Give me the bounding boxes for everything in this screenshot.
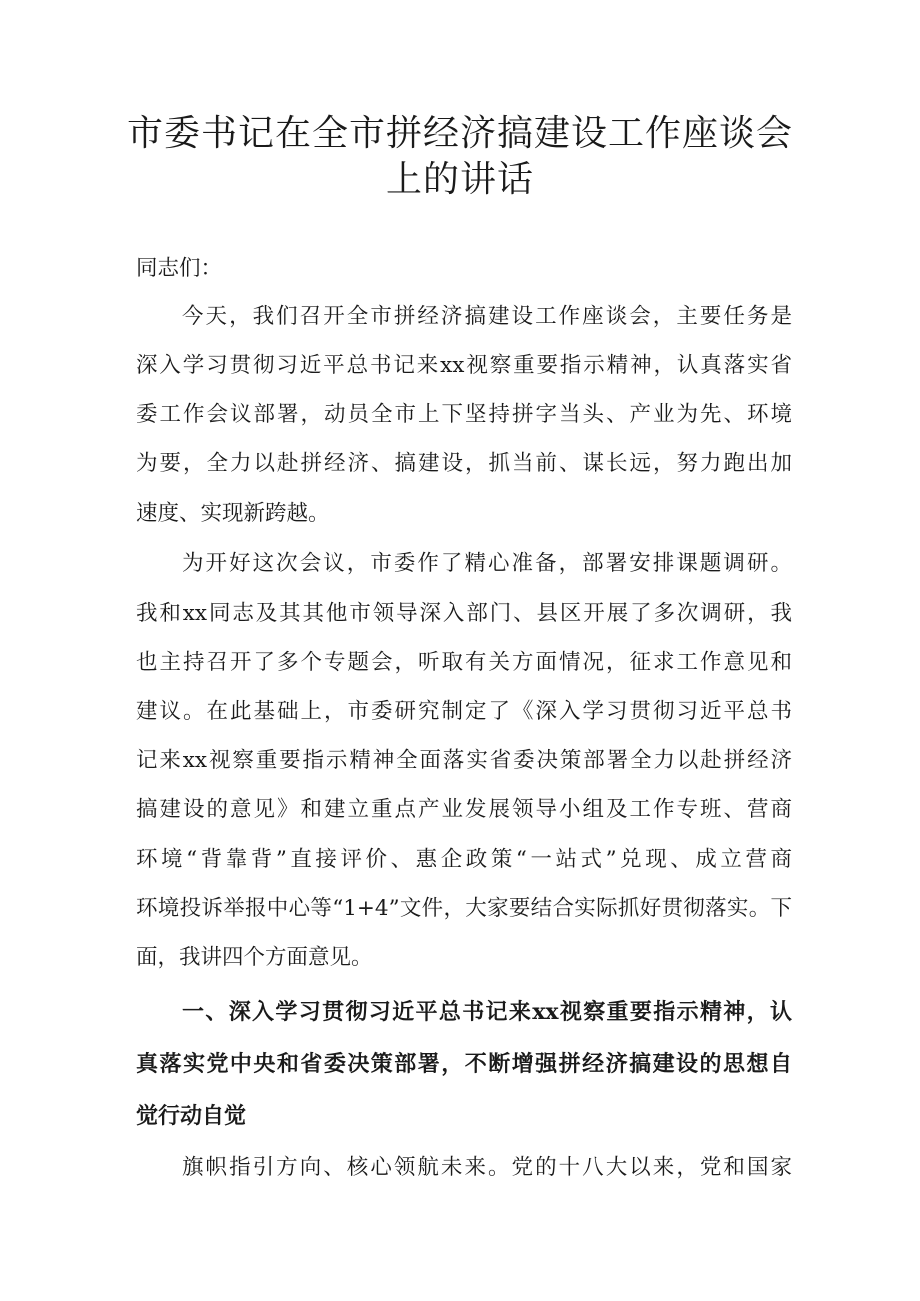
paragraph-1-line-2: 深入学习贯彻习近平总书记来xx视察重要指示精神，认真落实省 xyxy=(136,353,792,378)
paragraph-2-line-3: 也主持召开了多个专题会，听取有关方面情况，征求工作意见和 xyxy=(136,650,792,675)
paragraph-1-line-5: 速度、实现新跨越。 xyxy=(136,501,330,526)
paragraph-2-line-4: 建议。在此基础上，市委研究制定了《深入学习贯彻习近平总书 xyxy=(136,699,792,724)
section-heading-line-2: 真落实党中央和省委决策部署，不断增强拼经济搞建设的思想自 xyxy=(136,1051,792,1077)
paragraph-2-line-9: 面，我讲四个方面意见。 xyxy=(136,945,373,970)
document-title-line-2: 上的讲话 xyxy=(385,159,534,200)
salutation: 同志们： xyxy=(136,256,223,281)
paragraph-1-line-4: 为要，全力以赴拼经济、搞建设，抓当前、谋长远，努力跑出加 xyxy=(136,451,792,476)
section-heading-line-3: 觉行动自觉 xyxy=(136,1103,247,1129)
paragraph-2-line-7: 环境“背靠背”直接评价、惠企政策“一站式”兑现、成立营商 xyxy=(136,847,792,872)
paragraph-2-line-2: 我和xx同志及其其他市领导深入部门、县区开展了多次调研，我 xyxy=(136,601,792,626)
paragraph-1-line-3: 委工作会议部署，动员全市上下坚持拼字当头、产业为先、环境 xyxy=(136,402,792,427)
paragraph-2-line-5: 记来xx视察重要指示精神全面落实省委决策部署全力以赴拼经济 xyxy=(136,748,792,773)
paragraph-1-line-1: 今天，我们召开全市拼经济搞建设工作座谈会，主要任务是 xyxy=(182,304,792,329)
paragraph-2-line-6: 搞建设的意见》和建立重点产业发展领导小组及工作专班、营商 xyxy=(136,797,792,822)
section-heading-line-1: 一、深入学习贯彻习近平总书记来xx视察重要指示精神，认 xyxy=(182,999,792,1025)
paragraph-2-line-8: 环境投诉举报中心等“1+4”文件，大家要结合实际抓好贯彻落实。下 xyxy=(136,896,792,921)
document-title-line-1: 市委书记在全市拼经济搞建设工作座谈会 xyxy=(126,113,793,154)
paragraph-3-line-1: 旗帜指引方向、核心领航未来。党的十八大以来，党和国家 xyxy=(182,1155,792,1180)
paragraph-2-line-1: 为开好这次会议，市委作了精心准备，部署安排课题调研。 xyxy=(182,551,792,576)
